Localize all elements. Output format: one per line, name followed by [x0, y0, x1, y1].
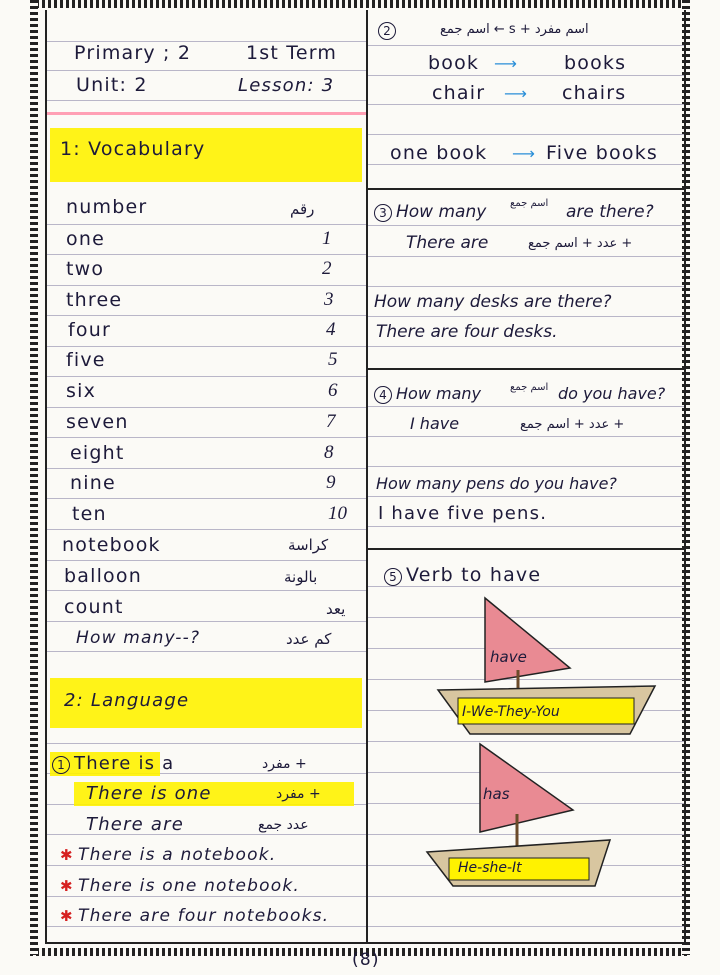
q3-pre: How many	[396, 202, 487, 222]
q4-example-a: I have five pens.	[378, 503, 548, 524]
star-icon: ✱	[60, 877, 73, 895]
vocab-en: nine	[70, 472, 116, 494]
sail-2-label: has	[483, 785, 510, 803]
language-heading: 2: Language	[64, 690, 190, 711]
vocab-en: five	[66, 349, 106, 371]
verb-line	[384, 564, 541, 586]
hull-2-label: He-she-It	[458, 860, 522, 876]
page-number: (8)	[352, 950, 380, 970]
example-text: There is one notebook.	[77, 876, 301, 896]
star-icon: ✱	[60, 907, 73, 925]
vocab-en: ten	[72, 503, 107, 525]
rule-2-ar: + مفرد	[276, 786, 321, 802]
vocab-ar: 8	[324, 442, 334, 463]
rule-1-en: There is a	[74, 753, 175, 774]
vocab-en: three	[66, 289, 123, 311]
q4-line	[374, 384, 481, 404]
vocab-en: four	[68, 319, 111, 341]
vocab-en: notebook	[62, 534, 161, 556]
verb-title: Verb to have	[406, 564, 542, 586]
vocab-en: two	[66, 258, 105, 280]
vocab-en: seven	[66, 411, 129, 433]
example-text: There is a notebook.	[77, 845, 277, 865]
vocab-ar: 3	[324, 289, 334, 310]
hull-1-label: I-We-They-You	[462, 704, 560, 720]
rule-3-en: There are	[86, 814, 184, 835]
vocab-ar: 1	[322, 228, 332, 249]
rule-2-en: There is one	[86, 783, 212, 804]
q4-example-q: How many pens do you have?	[376, 474, 617, 493]
q4-ar-sup: اسم جمع	[510, 382, 549, 393]
star-icon: ✱	[60, 846, 73, 864]
example-2	[60, 876, 300, 896]
q3-post: are there?	[566, 202, 654, 222]
plural-rule: اسم مفرد + s ← اسم جمع	[440, 22, 589, 37]
vocab-en: six	[66, 380, 97, 402]
sail-1	[485, 598, 570, 682]
primary-label: Primary ; 2	[74, 42, 192, 64]
vocab-ar: بالونة	[284, 568, 318, 586]
number-circle: 1	[52, 756, 70, 774]
arrow-icon: ⟶	[494, 54, 517, 73]
vocab-ar: 7	[326, 411, 336, 432]
q3-ans-en: There are	[406, 233, 489, 253]
q3-example-a: There are four desks.	[376, 322, 558, 342]
vocab-en: number	[66, 196, 148, 218]
vocab-ar: رقم	[290, 200, 315, 218]
section-divider-4	[367, 368, 685, 370]
q4-ans-en: I have	[410, 414, 460, 433]
section-divider-5	[367, 548, 685, 550]
vocab-en: balloon	[64, 565, 142, 587]
plural-example-left: one book	[390, 142, 488, 164]
q4-post: do you have?	[558, 384, 666, 403]
q3-ans-ar: + عدد + اسم جمع	[528, 236, 633, 251]
sail-1-label: have	[490, 648, 527, 666]
pink-band	[47, 112, 366, 115]
vocab-ar: 10	[328, 503, 347, 524]
number-circle: 5	[384, 568, 402, 586]
number-circle: 4	[374, 386, 392, 404]
q3-line	[374, 202, 486, 222]
plural-number	[378, 22, 400, 40]
q4-ans-ar: + عدد + اسم جمع	[520, 417, 625, 432]
section-divider-3	[367, 188, 685, 190]
vocab-ar: يعد	[326, 600, 346, 618]
vocabulary-heading: 1: Vocabulary	[60, 138, 206, 160]
frame-right	[684, 10, 686, 944]
plural-sing-1: book	[428, 52, 480, 74]
plural-plur-2: chairs	[562, 82, 627, 104]
checkered-border-left	[30, 0, 38, 955]
vocab-en: How many--?	[76, 628, 201, 648]
vocab-en: count	[64, 596, 124, 618]
vocab-ar: 2	[322, 258, 332, 279]
vocab-en: one	[66, 228, 105, 250]
vocab-ar: 6	[328, 380, 338, 401]
plural-sing-2: chair	[432, 82, 486, 104]
vocab-en: eight	[70, 442, 125, 464]
rule-1-ar: + مفرد	[262, 756, 307, 772]
number-circle: 2	[378, 22, 396, 40]
arrow-icon: ⟶	[504, 84, 527, 103]
example-text: There are four notebooks.	[77, 906, 330, 926]
term-label: 1st Term	[246, 42, 338, 64]
vocab-ar: 4	[326, 319, 336, 340]
checkered-border-top	[30, 0, 690, 8]
unit-label: Unit: 2	[76, 74, 148, 96]
vocab-ar: كراسة	[288, 536, 329, 554]
example-3	[60, 906, 329, 926]
arrow-icon: ⟶	[512, 144, 535, 163]
plural-example-right: Five books	[546, 142, 659, 164]
example-1	[60, 845, 276, 865]
vocab-ar: كم عدد	[286, 630, 332, 648]
rule-1	[52, 753, 174, 774]
rule-3-ar: عدد جمع	[258, 817, 309, 833]
q3-ar-sup: اسم جمع	[510, 198, 549, 209]
plural-plur-1: books	[564, 52, 627, 74]
lesson-label: Lesson: 3	[238, 75, 335, 96]
q4-pre: How many	[396, 384, 481, 403]
q3-example-q: How many desks are there?	[374, 292, 612, 312]
number-circle: 3	[374, 204, 392, 222]
vocab-ar: 9	[326, 472, 336, 493]
vocab-ar: 5	[328, 349, 338, 370]
